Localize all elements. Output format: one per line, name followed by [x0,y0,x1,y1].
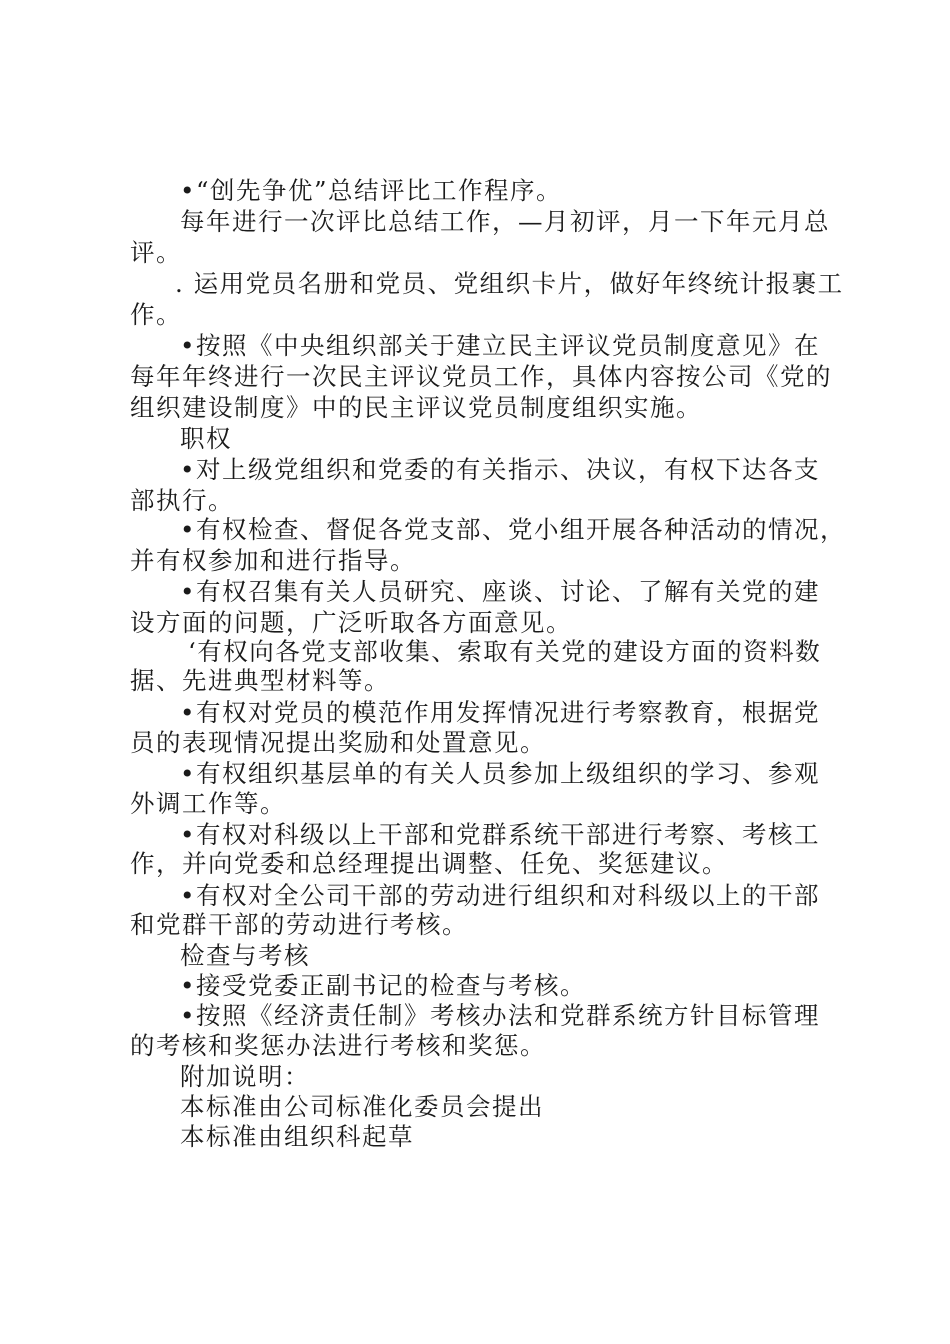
text-line: •有权召集有关人员研究、座谈、讨论、了解有关党的建 [180,577,820,606]
text-line: ‘有权向各党支部收集、索取有关党的建设方面的资料数 [188,637,822,666]
text-line: 的考核和奖惩办法进行考核和奖惩。 [130,1031,546,1060]
text-line: 评。 [130,238,182,267]
text-line: 据、先进典型材料等。 [130,666,390,695]
section-heading: 职权 [180,424,232,453]
text-line: 本标准由公司标准化委员会提出 [180,1092,544,1121]
text-line: 员的表现情况提出奖励和处置意见。 [130,728,546,757]
text-line: •按照《经济责任制》考核办法和党群系统方针目标管理 [180,1001,820,1030]
text-line: 作。 [130,300,182,329]
text-line: •有权对科级以上干部和党群系统干部进行考察、考核工 [180,820,820,849]
text-line: 并有权参加和进行指导。 [130,546,416,575]
text-line: 每年进行一次评比总结工作，—月初评，月一下年元月总 [180,207,830,236]
section-heading: 附加说明： [180,1062,310,1091]
text-line: •对上级党组织和党委的有关指示、决议，有权下达各支 [180,455,820,484]
text-line: 部执行。 [130,486,234,515]
text-line: 和党群干部的劳动进行考核。 [130,910,468,939]
text-line: •有权对党员的模范作用发挥情况进行考察教育，根据党 [180,698,820,727]
text-line: •接受党委正副书记的检查与考核。 [180,971,586,1000]
text-line: •有权检查、督促各党支部、党小组开展各种活动的情况， [180,515,846,544]
text-line: •有权组织基层单的有关人员参加上级组织的学习、参观 [180,759,820,788]
text-line: 作，并向党委和总经理提出调整、任免、奖惩建议。 [130,849,728,878]
text-line: 组织建设制度》中的民主评议党员制度组织实施。 [130,393,702,422]
text-line: 设方面的问题，广泛听取各方面意见。 [130,608,572,637]
section-heading: 检查与考核 [180,941,310,970]
text-line: . 运用党员名册和党员、党组织卡片，做好年终统计报裹工 [175,269,844,298]
text-line: •按照《中央组织部关于建立民主评议党员制度意见》在 [180,331,820,360]
text-line: •有权对全公司干部的劳动进行组织和对科级以上的干部 [180,881,820,910]
text-line: •“创先争优”总结评比工作程序。 [180,176,563,205]
text-line: 本标准由组织科起草 [180,1122,414,1151]
text-line: 每年年终进行一次民主评议党员工作，具体内容按公司《党的 [130,362,832,391]
text-line: 外调工作等。 [130,789,286,818]
